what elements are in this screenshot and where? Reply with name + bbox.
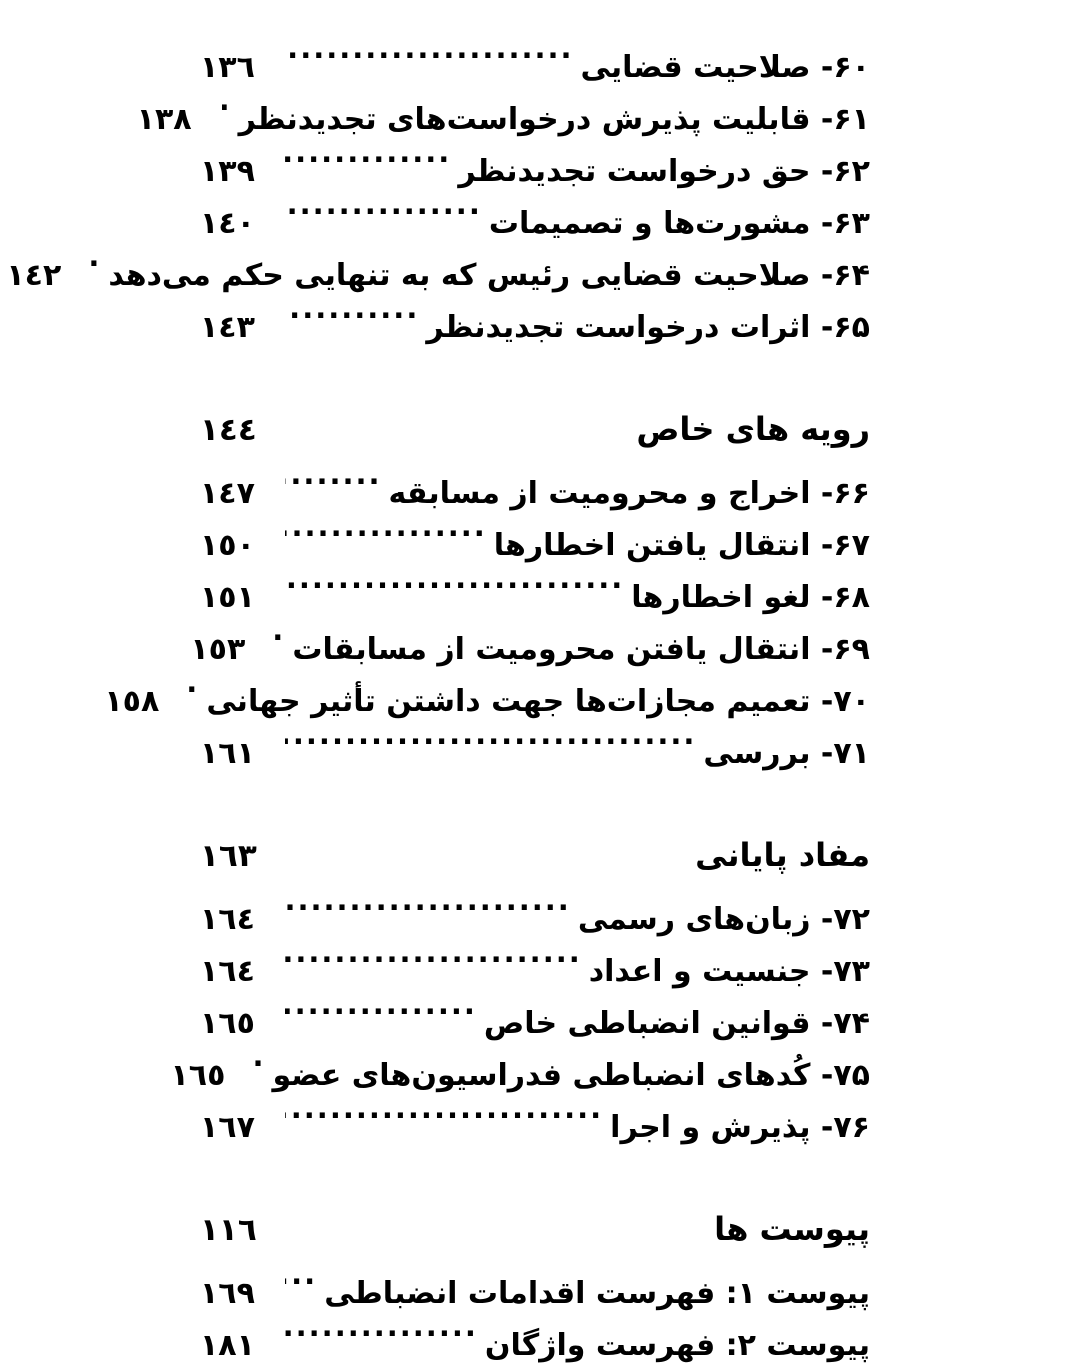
- page-number: ١٦٥: [170, 1058, 226, 1093]
- toc-entry[interactable]: [190, 624, 870, 675]
- entry-title: ۶۴- صلاحیت قضایی رئیس که به تنهایی حکم می‌دهد: [108, 258, 870, 293]
- page-number: ١١٦: [200, 1212, 257, 1248]
- page-number: ١٤٠: [200, 206, 255, 241]
- page-number: ١٥٣: [190, 632, 246, 667]
- entry-title: پیوست ١: فهرست اقدامات انضباطی: [324, 1276, 870, 1311]
- entry-title: ۷۶- پذیرش و اجرا: [610, 1110, 870, 1145]
- page-number: ١٤٣: [200, 310, 255, 345]
- leader-dots: [285, 1003, 477, 1033]
- entry-title: پیوست ٢: فهرست واژگان: [484, 1328, 870, 1363]
- leader-dots: [285, 1273, 317, 1303]
- section-title: مفاد پایانی: [695, 836, 870, 874]
- toc-entry[interactable]: [200, 198, 870, 249]
- leader-dots: [285, 1208, 707, 1240]
- page-number: ١٤٤: [200, 412, 257, 448]
- page-number: ١٦٥: [200, 1006, 255, 1041]
- toc-entry[interactable]: [200, 146, 870, 197]
- entry-title: ۷۱- بررسی: [703, 736, 870, 771]
- toc-entry[interactable]: [200, 1268, 870, 1319]
- section-spacer: [200, 354, 870, 374]
- leader-dots: [285, 408, 629, 440]
- page-number: ١٣٩: [200, 154, 255, 189]
- leader-dots: [285, 151, 451, 181]
- toc-entry[interactable]: [200, 468, 870, 519]
- page-number: ١٦٧: [200, 1110, 255, 1145]
- toc-entry[interactable]: [6, 250, 870, 301]
- entry-title: ۶۱- قابلیت پذیرش درخواست‌های تجدیدنظر: [238, 102, 870, 137]
- leader-dots: [285, 1325, 478, 1355]
- toc-entry[interactable]: [200, 728, 870, 779]
- toc-entry[interactable]: [200, 946, 870, 997]
- toc-entry[interactable]: [104, 676, 870, 727]
- page-number: ١٦٩: [200, 1276, 255, 1311]
- toc-entry[interactable]: [136, 94, 870, 145]
- leader-dots: [222, 99, 232, 129]
- page-number: ١٣٦: [200, 50, 255, 85]
- section-spacer: [200, 1154, 870, 1174]
- leader-dots: [285, 951, 582, 981]
- entry-title: ۶۳- مشورت‌ها و تصمیمات: [488, 206, 870, 241]
- leader-dots: [285, 525, 487, 555]
- entry-title: ۷۳- جنسیت و اعداد: [588, 954, 870, 989]
- page-number: ١٥١: [200, 580, 255, 615]
- entry-title: ۶۵- اثرات درخواست تجدیدنظر: [426, 310, 870, 345]
- toc-entry[interactable]: [200, 302, 870, 353]
- page-number: ١٦١: [200, 736, 255, 771]
- entry-title: ۶۰- صلاحیت قضایی: [580, 50, 870, 85]
- entry-title: ۶۹- انتقال یافتن محرومیت از مسابقات: [292, 632, 870, 667]
- leader-dots: [285, 899, 571, 929]
- page-number: ١٨١: [200, 1328, 255, 1363]
- page-number: ١٦٤: [200, 954, 255, 989]
- section-title: رویه های خاص: [636, 410, 870, 448]
- toc-entry[interactable]: [200, 42, 870, 93]
- toc-section-heading[interactable]: [200, 1192, 870, 1266]
- leader-dots: [285, 577, 624, 607]
- entry-title: ۶۸- لغو اخطارها: [631, 580, 870, 615]
- toc-entry[interactable]: [200, 520, 870, 571]
- leader-dots: [285, 733, 696, 763]
- entry-title: ۶۶- اخراج و محرومیت از مسابقه: [388, 476, 870, 511]
- toc-entry[interactable]: [200, 1102, 870, 1153]
- page-number: ١٥٠: [200, 528, 255, 563]
- leader-dots: [285, 834, 688, 866]
- toc-entry[interactable]: [170, 1050, 870, 1101]
- entry-title: ۷۴- قوانین انضباطی خاص: [483, 1006, 870, 1041]
- leader-dots: [285, 473, 382, 503]
- page-number: ١٤٢: [6, 258, 62, 293]
- leader-dots: [285, 307, 419, 337]
- page-number: ١٥٨: [104, 684, 160, 719]
- leader-dots: [285, 203, 482, 233]
- leader-dots: [285, 47, 574, 77]
- page-number: ١٤٧: [200, 476, 255, 511]
- table-of-contents: [6, 42, 870, 1372]
- section-title: پیوست ها: [714, 1210, 870, 1248]
- page-number: ١٦٣: [200, 838, 257, 874]
- leader-dots: [285, 1107, 603, 1137]
- section-spacer: [200, 780, 870, 800]
- leader-dots: [91, 255, 101, 285]
- leader-dots: [275, 629, 285, 659]
- toc-entry[interactable]: [200, 572, 870, 623]
- entry-title: ۶۷- انتقال یافتن اخطارها: [493, 528, 870, 563]
- toc-entry[interactable]: [200, 1320, 870, 1371]
- page-number: ١٦٤: [200, 902, 255, 937]
- leader-dots: [255, 1055, 265, 1085]
- toc-section-heading[interactable]: [200, 392, 870, 466]
- entry-title: ۷۲- زبان‌های رسمی: [577, 902, 870, 937]
- toc-entry[interactable]: [200, 894, 870, 945]
- entry-title: ۶۲- حق درخواست تجدیدنظر: [458, 154, 870, 189]
- entry-title: ۷۰- تعمیم مجازات‌ها جهت داشتن تأثیر جهانی: [206, 684, 870, 719]
- leader-dots: [189, 681, 199, 711]
- toc-entry[interactable]: [200, 998, 870, 1049]
- page-number: ١٣٨: [136, 102, 192, 137]
- toc-section-heading[interactable]: [200, 818, 870, 892]
- entry-title: ۷۵- کُدهای انضباطی فدراسیون‌های عضو: [272, 1058, 870, 1093]
